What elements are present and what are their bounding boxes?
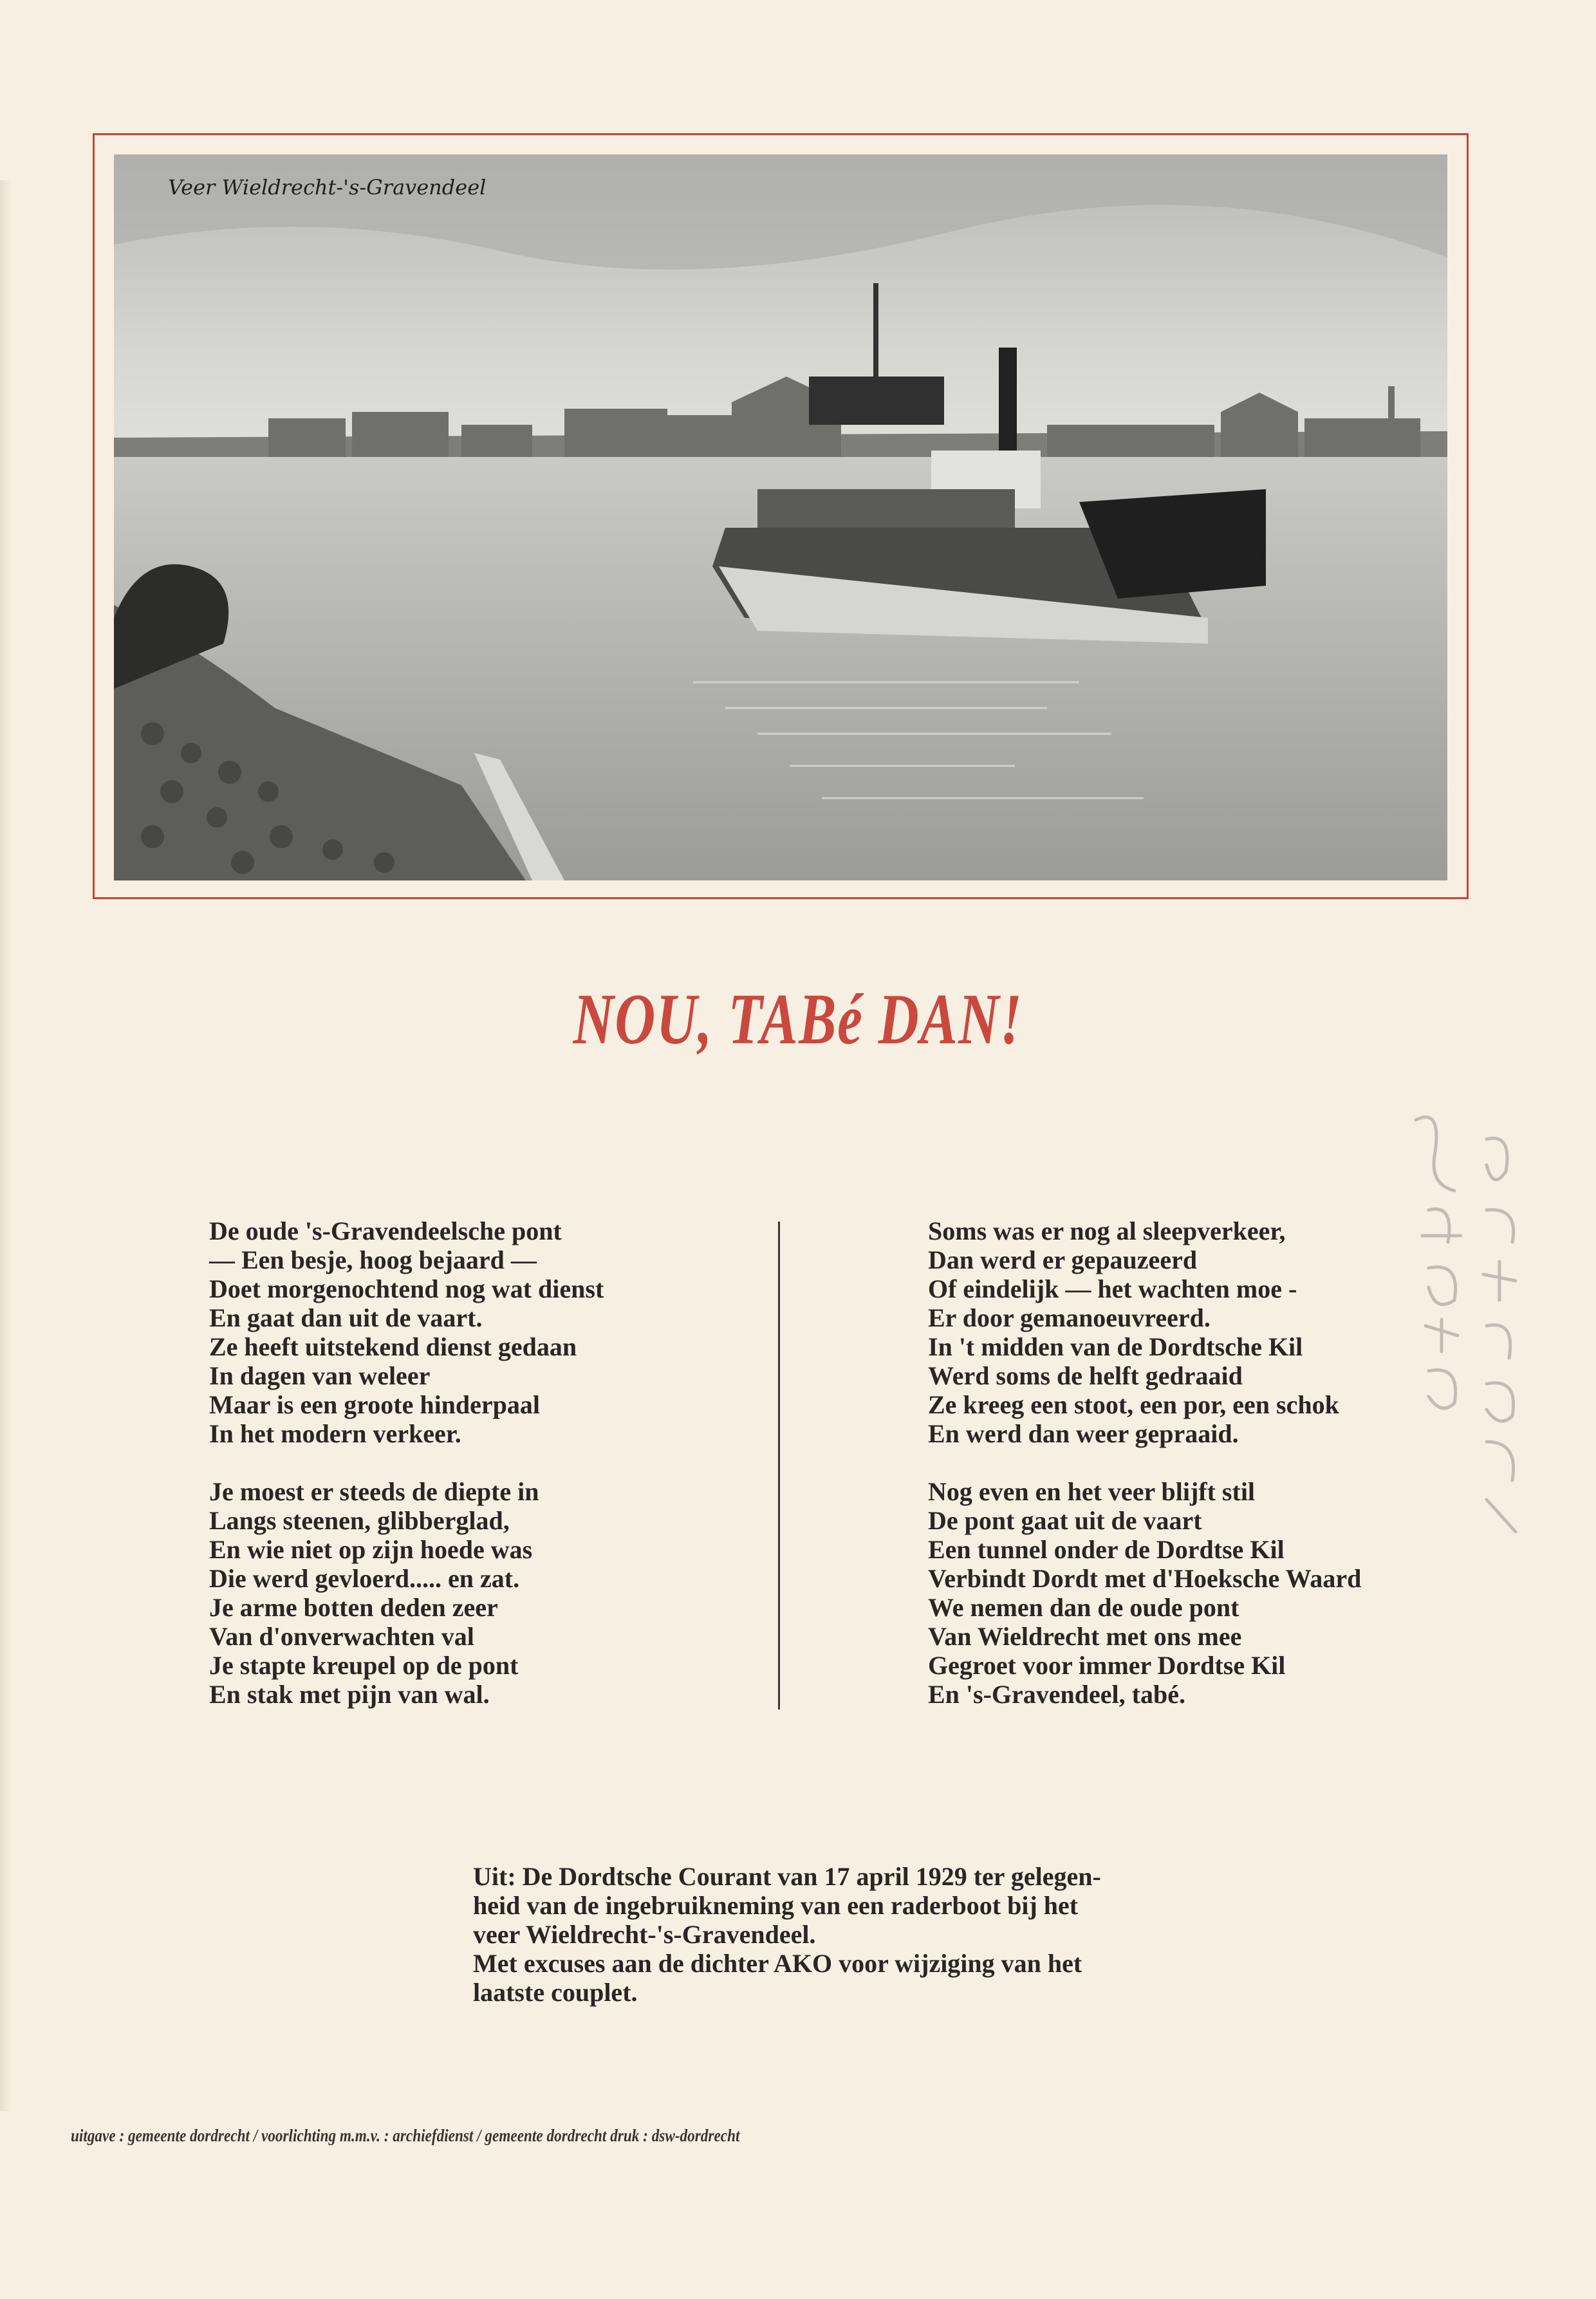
pencil-handwritten-annotation xyxy=(1390,1081,1545,1661)
poem-line: En werd dan weer gepraaid. xyxy=(928,1419,1239,1448)
stanza-3 xyxy=(928,1216,1361,1448)
ferry-photo-image xyxy=(114,154,1447,880)
poem-line: Langs steenen, glibberglad, xyxy=(209,1506,510,1535)
poem-line: Doet morgenochtend nog wat dienst xyxy=(209,1274,604,1303)
ferry-photograph xyxy=(114,154,1447,880)
poem-line: Gegroet voor immer Dordtse Kil xyxy=(928,1651,1286,1680)
poem-line: Verbindt Dordt met d'Hoeksche Waard xyxy=(928,1564,1362,1593)
poem-line: — Een besje, hoog bejaard — xyxy=(209,1245,537,1274)
poem-line: We nemen dan de oude pont xyxy=(928,1593,1239,1622)
poem-line: Dan werd er gepauzeerd xyxy=(928,1245,1198,1274)
poem-line: Werd soms de helft gedraaid xyxy=(928,1361,1243,1390)
poem-line: En stak met pijn van wal. xyxy=(209,1680,490,1709)
poem-left-column xyxy=(209,1216,604,1738)
poem-line: Ze kreeg een stoot, een por, een schok xyxy=(928,1390,1339,1419)
column-divider xyxy=(778,1222,780,1709)
note-line: laatste couplet. xyxy=(473,1978,638,2007)
poem-line: Je moest er steeds de diepte in xyxy=(209,1477,539,1506)
paper-edge xyxy=(0,180,12,2111)
poem-line: In dagen van weleer xyxy=(209,1361,431,1390)
photo-frame xyxy=(93,133,1469,899)
poem-line: Maar is een groote hinderpaal xyxy=(209,1390,541,1419)
publisher-footer: uitgave : gemeente dordrecht / voorlichting m.m.v. : archiefdienst / gemeente dordrecht druk : dsw-dordrecht xyxy=(71,2126,740,2145)
page-title xyxy=(0,978,1596,1061)
poem-line: Die werd gevloerd..... en zat. xyxy=(209,1564,520,1593)
photo-caption: Veer Wieldrecht-'s-Gravendeel xyxy=(168,175,487,200)
poem-line: En 's-Gravendeel, tabé. xyxy=(928,1680,1185,1709)
poem-line: Er door gemanoeuvreerd. xyxy=(928,1303,1211,1332)
poem-line: In 't midden van de Dordtsche Kil xyxy=(928,1332,1303,1361)
poem-line: De pont gaat uit de vaart xyxy=(928,1506,1202,1535)
source-note xyxy=(473,1862,1181,2007)
poem-line: Een tunnel onder de Dordtse Kil xyxy=(928,1535,1285,1564)
poem-line: Of eindelijk — het wachten moe - xyxy=(928,1274,1297,1303)
poem-line: Nog even en het veer blijft stil xyxy=(928,1477,1256,1506)
title-text: NOU, TABé DAN! xyxy=(573,980,1023,1059)
stanza-1 xyxy=(209,1216,604,1448)
poem-right-column xyxy=(928,1216,1361,1738)
stanza-4 xyxy=(928,1477,1361,1709)
note-line: veer Wieldrecht-'s-Gravendeel. xyxy=(473,1920,816,1949)
poem-line: De oude 's-Gravendeelsche pont xyxy=(209,1216,562,1245)
poem-line: Soms was er nog al sleepverkeer, xyxy=(928,1216,1286,1245)
poem-line: Je arme botten deden zeer xyxy=(209,1593,498,1622)
poem-line: Je stapte kreupel op de pont xyxy=(209,1651,519,1680)
poem-line: Van Wieldrecht met ons mee xyxy=(928,1622,1242,1651)
note-line: Uit: De Dordtsche Courant van 17 april 1929 ter gelegen- xyxy=(473,1862,1101,1891)
poem-line: En gaat dan uit de vaart. xyxy=(209,1303,483,1332)
poem-line: Ze heeft uitstekend dienst gedaan xyxy=(209,1332,577,1361)
note-line: heid van de ingebruikneming van een raderboot bij het xyxy=(473,1891,1079,1920)
poem-line: In het modern verkeer. xyxy=(209,1419,461,1448)
note-line: Met excuses aan de dichter AKO voor wijziging van het xyxy=(473,1949,1082,1978)
poem-line: Van d'onverwachten val xyxy=(209,1622,474,1651)
stanza-2 xyxy=(209,1477,604,1709)
poem-line: En wie niet op zijn hoede was xyxy=(209,1535,533,1564)
